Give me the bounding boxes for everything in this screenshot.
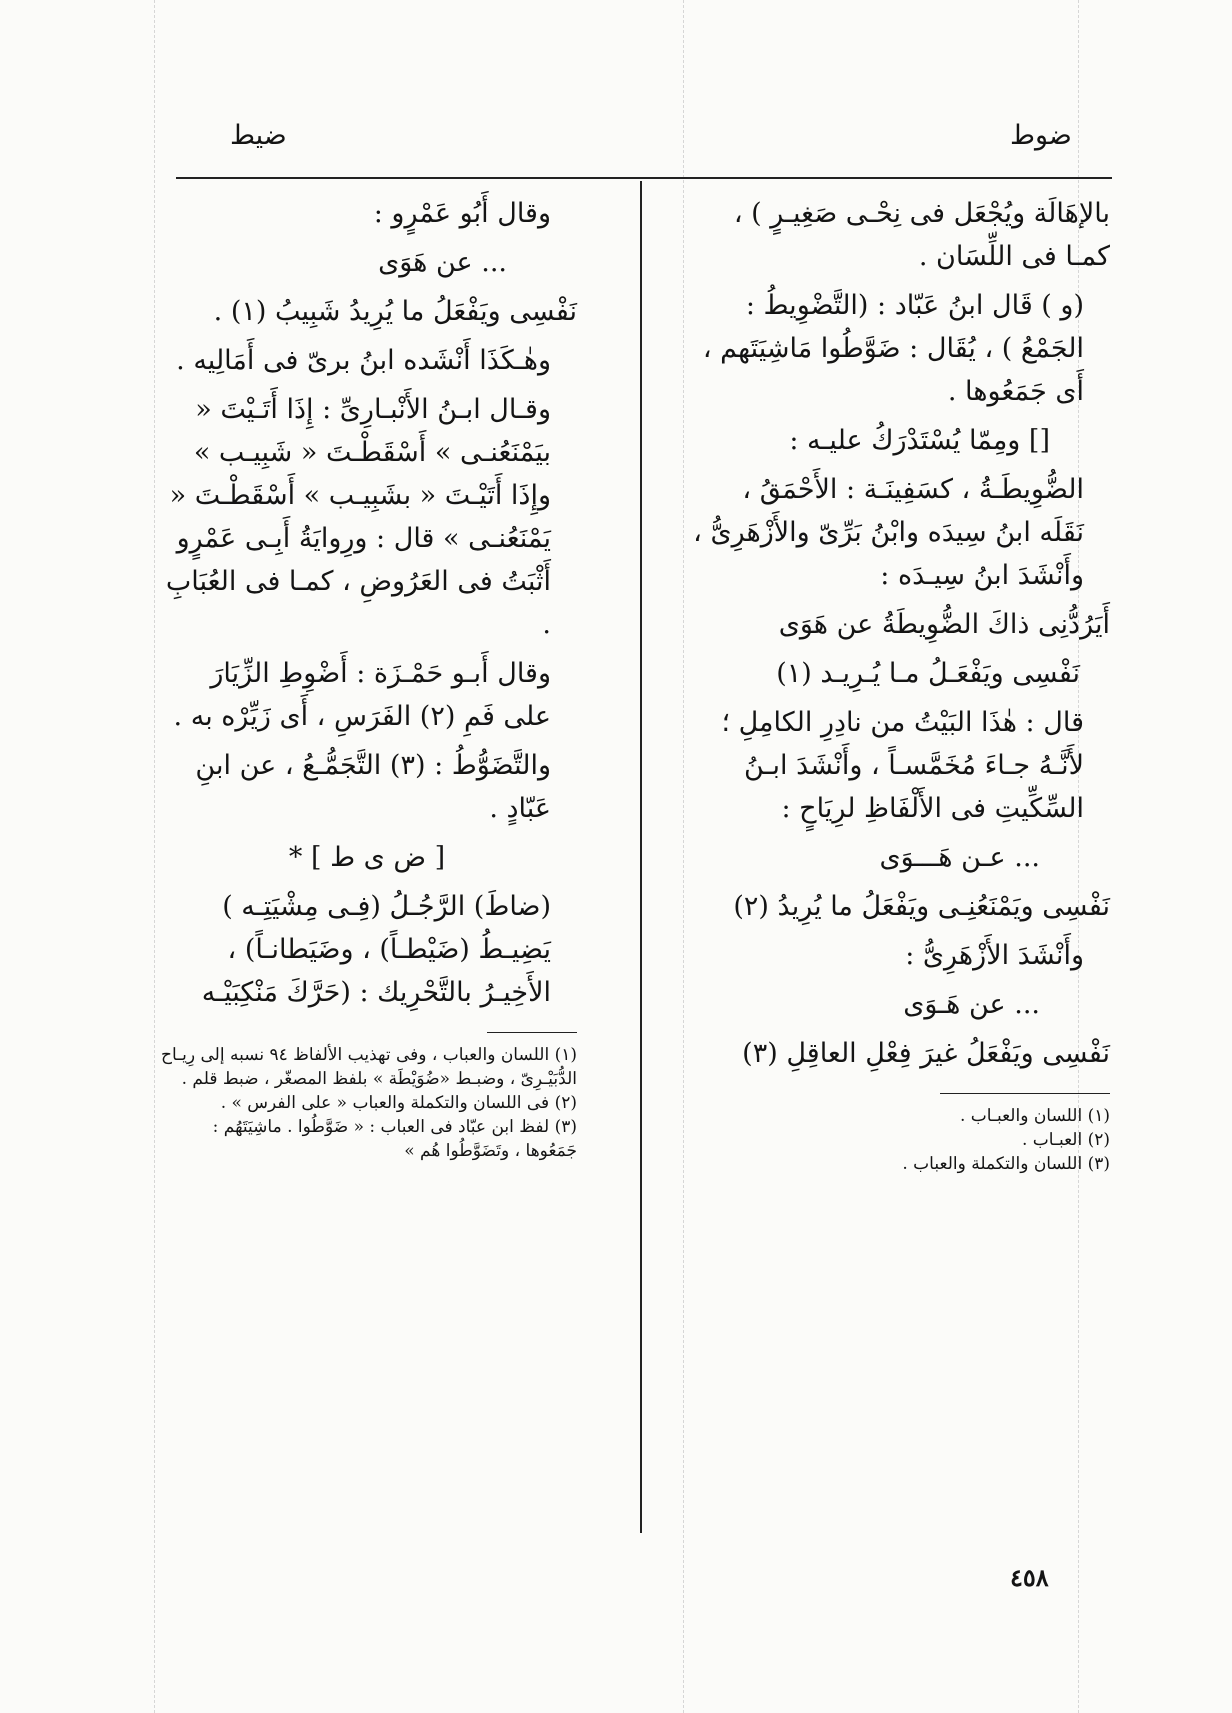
paragraph: [] ومِمّا يُسْتَدْرَكُ عليـه :: [789, 425, 1050, 456]
paragraph: وقال أَبُو عَمْرٍو :: [373, 198, 551, 229]
verse-line: ... عـن هَـــوَى: [879, 842, 1040, 873]
paragraph: وقـال ابـنُ الأَنْبـارِىِّ : إِذَا أَتَـيْتَ « بيَمْنَعُنـى » أَسْقَطْـتَ « شَبِيـب » وإِذَا أَتَيْـتَ « بشَبِيـب » أَسْقَطْـتَ « يَمْنَعُنـى » قال : ورِوايَةُ أَبِـى عَمْرٍو أَثْبَتُ فى العَرُوضِ ، كمـا فى العُبَابِ .: [165, 394, 551, 640]
footnote: (١) اللسان والعبـاب .: [960, 1106, 1110, 1126]
paragraph: قال : هٰذَا البَيْتُ من نادِرِ الكامِلِ ؛ لأَنَّـهُ جـاءَ مُخَمَّسـاً ، وأَنْشَدَ ابـنُ السِّكِّيتِ فى الأَلْفَاظِ لرِيَاحٍ :: [721, 707, 1084, 824]
entry-heading: [ ض ى ط ] *: [288, 842, 446, 873]
paragraph: بالإهَالَة ويُجْعَل فى نِحْـى صَغِيـرٍ ) ، كمـا فى اللِّسَان .: [733, 198, 1110, 272]
right-column: [690, 192, 1110, 1176]
scan-guide-line: [683, 0, 684, 1713]
footnote: (٣) اللسان والتكملة والعباب .: [902, 1154, 1110, 1174]
verse-line: نَفْسِى ويَفْعَلُ غيرَ فِعْلِ العاقِلِ (٣): [742, 1038, 1110, 1069]
verse-line: نَفْسِى ويَفْعَـلُ مـا يُـرِيـد (١): [776, 658, 1080, 689]
left-column: [157, 192, 577, 1163]
verse-line: نَفْسِى ويَفْعَلُ ما يُرِيدُ شَبِيبُ (١) .: [213, 296, 577, 327]
paragraph: وهٰـكَذَا أَنْشَده ابنُ برىّ فى أَمَالِيه .: [176, 345, 551, 376]
scan-guide-line: [154, 0, 155, 1713]
paragraph: وقال أَبـو حَمْـزَة : أَضْوِطِ الزِّيَارَ على فَمِ (٢) الفَرَسِ ، أَى زَيِّرْه به .: [173, 658, 551, 732]
header-left-word: ضيط: [230, 120, 287, 151]
paragraph: والتَّضَوُّطُ : (٣) التَّجَمُّـعُ ، عن ابنِ عَبّادٍ .: [195, 750, 551, 824]
verse-line: ... عن هَـوَى: [903, 989, 1040, 1020]
footnote-rule: [487, 1032, 577, 1033]
page-number: ٤٥٨: [1010, 1563, 1049, 1592]
column-divider: [640, 181, 642, 1533]
paragraph: (و ) قَال ابنُ عَبّاد : (التَّضْوِيطُ : الجَمْعُ ) ، يُقَال : ضَوَّطُوا مَاشِيَتَهم ، أَى جَمَعُوها .: [702, 290, 1084, 407]
paragraph: الضُّوِيطَـةُ ، كسَفِينَـة : الأَحْمَقُ ، نَقَلَه ابنُ سِيدَه وابْنُ بَرِّىّ والأَزْهَرِىُّ ، وأَنْشَدَ ابنُ سِيـدَه :: [693, 474, 1084, 591]
header-rule: [176, 177, 1112, 179]
footnote: (١) اللسان والعباب ، وفى تهذيب الألفاظ ٩٤ نسبه إلى رِيـاح الدُّبَيْـرِىّ ، وضبـط «ضُوَيْطَة » بلفظ المصغّر ، ضبط قلم .: [161, 1045, 577, 1089]
verse-line: أَيَرُدُّنِى ذاكَ الضُّوِيطَةُ عن هَوَى: [778, 609, 1110, 640]
header-right-word: ضوط: [1010, 120, 1072, 151]
verse-line: نَفْسِى ويَمْنَعُنِـى ويَفْعَلُ ما يُرِيدُ (٢): [733, 891, 1110, 922]
paragraph: (ضاطَ) الرَّجُـلُ (فِـى مِشْيَتِـه ) يَضِيـطُ (ضَيْطـاً) ، وضَيَطانـاً) ، الأَخِيـرُ بالتَّحْرِيك : (حَرَّكَ مَنْكِبَيْـه: [201, 891, 551, 1008]
footnote: (٣) لفظ ابن عبّاد فى العباب : « ضَوَّطُوا . ماشِيَتَهُم : جَمَعُوها ، وتَضَوَّطُوا هُم »: [212, 1117, 577, 1161]
verse-line: ... عن هَوَى: [378, 247, 507, 278]
footnote: (٢) العبـاب .: [1021, 1130, 1110, 1150]
footnote: (٢) فى اللسان والتكملة والعباب « على الفرس » .: [220, 1093, 577, 1113]
paragraph: وأَنْشَدَ الأَزْهَرِىُّ :: [905, 940, 1084, 971]
footnote-rule: [940, 1093, 1110, 1094]
